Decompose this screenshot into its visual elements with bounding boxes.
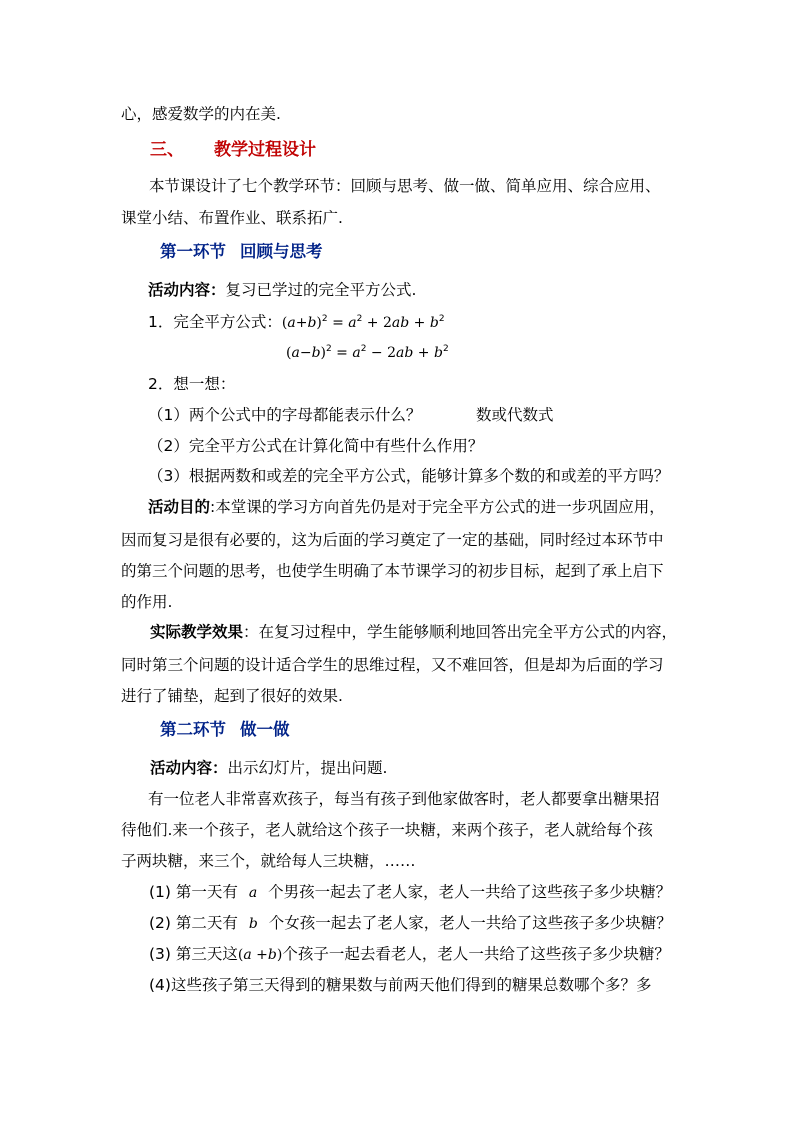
question-line: （3）根据两数和或差的完全平方公式，能够计算多个数的和或差的平方吗？	[148, 467, 670, 485]
section-number: 三、	[150, 140, 184, 160]
formula-line: 1．完全平方公式：$(a+b)^2 = a^2 + 2ab + b^2$	[148, 313, 445, 331]
activity-label: 活动内容：	[150, 759, 228, 777]
text-line: 因而复习是很有必要的，这为后面的学习奠定了一定的基础，同时经过本环节中	[121, 531, 664, 549]
teaching-effect-line: 实际教学效果：在复习过程中，学生能够顺利地回答出完全平方公式的内容，	[150, 623, 678, 641]
problem-line: (4)这些孩子第三天得到的糖果数与前两天他们得到的糖果总数哪个多？多	[149, 976, 652, 994]
text-line: 课堂小结、布置作业、联系拓广.	[121, 209, 343, 227]
question-line: （2）完全平方公式在计算化简中有些什么作用？	[148, 437, 484, 455]
text-line: 的作用.	[121, 593, 173, 611]
section-title: 教学过程设计	[214, 140, 316, 160]
section-heading	[150, 140, 316, 160]
text-line: 同时第三个问题的设计适合学生的思维过程，又不难回答，但是却为后面的学习	[121, 656, 664, 674]
text-line: 子两块糖，来三个，就给每人三块糖，……	[121, 852, 416, 870]
activity-content-line: 活动内容：出示幻灯片，提出问题.	[150, 759, 388, 777]
subsection-heading: 第一环节 回顾与思考	[160, 242, 323, 261]
activity-label: 活动内容：	[148, 281, 226, 299]
text-line: 2．想一想：	[148, 375, 236, 393]
text-line: 待他们.来一个孩子，老人就给这个孩子一块糖，来两个孩子，老人就给每个孩	[121, 821, 653, 839]
text-line: 的第三个问题的思考，也使学生明确了本节课学习的初步目标，起到了承上启下	[121, 562, 664, 580]
expression-a-plus-b: (a +b)	[237, 947, 283, 963]
variable-a: a	[248, 885, 258, 901]
problem-line: (1) 第一天有 a 个男孩一起去了老人家，老人一共给了这些孩子多少块糖？	[149, 883, 672, 901]
problem-line: (3) 第三天这(a +b)个孩子一起去看老人，老人一共给了这些孩子多少块糖？	[149, 945, 670, 963]
activity-content-line: 活动内容：复习已学过的完全平方公式.	[148, 281, 417, 299]
text-line: 进行了铺垫，起到了很好的效果.	[121, 687, 343, 705]
answer-text: 数或代数式	[476, 406, 554, 424]
subsection-heading: 第二环节 做一做	[160, 720, 290, 739]
formula-line	[286, 342, 449, 363]
text-line: 心，感爱数学的内在美.	[121, 105, 281, 123]
activity-purpose-label: 活动目的	[148, 498, 211, 516]
formula-square-of-difference: $(a-b)^2 = a^2 - 2ab + b^2$	[286, 344, 449, 361]
activity-purpose-line: 活动目的:本堂课的学习方向首先仍是对于完全平方公式的进一步巩固应用，	[148, 498, 665, 516]
text-line: 本节课设计了七个教学环节：回顾与思考、做一做、简单应用、综合应用、	[149, 177, 661, 195]
text-line: 有一位老人非常喜欢孩子，每当有孩子到他家做客时，老人都要拿出糖果招	[148, 790, 660, 808]
question-line: （1）两个公式中的字母都能表示什么？ 数或代数式	[148, 406, 554, 424]
formula-square-of-sum: $(a+b)^2 = a^2 + 2ab + b^2$	[281, 314, 445, 331]
teaching-effect-label: 实际教学效果	[150, 623, 244, 641]
problem-line: (2) 第二天有 b 个女孩一起去了老人家，老人一共给了这些孩子多少块糖？	[149, 914, 672, 932]
variable-b: b	[248, 916, 258, 932]
